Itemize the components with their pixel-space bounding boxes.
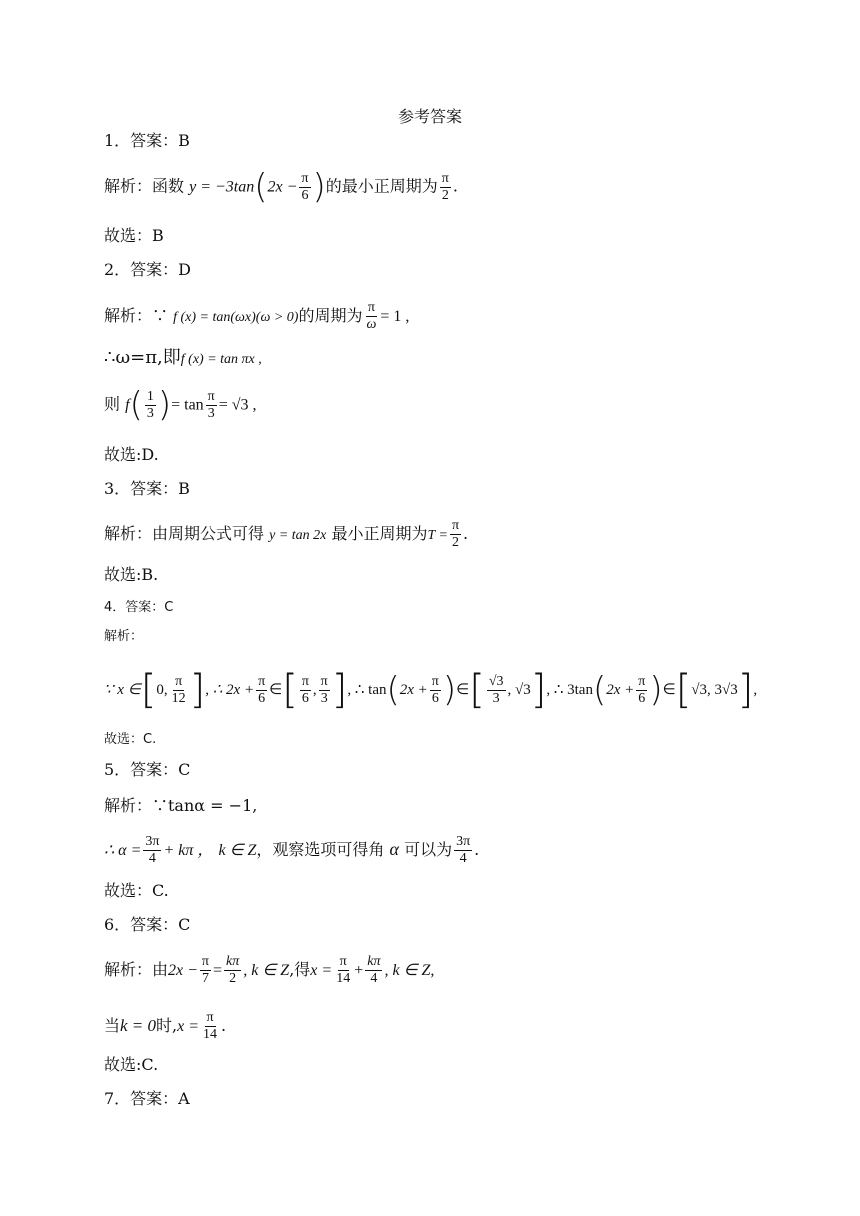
q5-end: .: [474, 840, 480, 859]
q3-analysis: [104, 518, 468, 551]
q4-bracket-r4: ]: [737, 667, 754, 713]
q6-e2: =: [213, 962, 223, 979]
q5-answer: 5．答案：C: [104, 760, 191, 779]
q6-fraction-5: $\frac{\pi}{14}$: [203, 1010, 218, 1042]
q6-end: .: [221, 1016, 227, 1035]
q4-fraction-3: $\frac{\pi}{6}$: [301, 673, 309, 706]
q2-analysis-prefix: 解析：∵: [104, 306, 169, 325]
q2-line3-end: = √3 ,: [218, 396, 257, 414]
q4-p12: ,: [753, 682, 758, 698]
q1-analysis: [104, 167, 458, 207]
q5-l2-k: k ∈ Z: [218, 842, 257, 859]
q4-analysis-label: 解析：: [104, 629, 144, 644]
q4-bracket-r2: ]: [331, 667, 348, 713]
q4-expression: [104, 667, 758, 713]
q2-analysis: [104, 300, 409, 333]
q3-analysis-prefix: 解析：由周期公式可得: [104, 524, 265, 543]
q1-analysis-prefix: 解析：函数: [104, 176, 185, 196]
q3-expr2: T =: [427, 528, 448, 543]
page-title: 参考答案: [397, 107, 462, 126]
q5-l2-mid: + kπ ，: [163, 842, 214, 859]
q3-choice: 故选:B.: [104, 565, 159, 584]
q6-analysis-prefix: 解析：由: [104, 960, 169, 979]
q3-analysis-mid: 最小正周期为: [331, 524, 428, 543]
q5-l2-text: ，观察选项可得角: [256, 840, 385, 859]
q5-l2-prefix: ∴ α =: [104, 842, 142, 859]
q3-end: .: [463, 524, 469, 543]
q4-p11: √3, 3√3: [691, 682, 738, 698]
q1-left-paren: (: [254, 167, 268, 207]
q5-l2-text2: 可以为: [404, 840, 453, 859]
q4-b1-a: 0,: [156, 682, 168, 698]
q3-expr: y = tan 2x: [269, 528, 327, 543]
q7-answer: 7．答案：A: [104, 1089, 190, 1108]
q1-choice: 故选：B: [104, 226, 164, 245]
q4-p10: ∈: [662, 682, 676, 698]
q2-fraction: $\frac{\pi}{\omega}$: [366, 300, 377, 332]
q6-e5: x =: [310, 962, 333, 979]
q2-fraction-4: $\frac{\pi}{3}$: [207, 388, 215, 421]
q2-right-paren: ): [157, 385, 172, 425]
q1-fraction-2: $\frac{\pi}{2}$: [441, 170, 449, 203]
q5-line2: [104, 834, 479, 867]
q5-alpha: α: [389, 839, 399, 859]
q2-left-paren: (: [129, 385, 143, 425]
q5-fraction-2: $\frac{3\pi}{4}$: [456, 834, 471, 866]
q6-e4: ,得: [289, 960, 311, 979]
q6-choice: 故选:C.: [104, 1055, 159, 1074]
q1-right-paren: ): [312, 167, 326, 207]
q2-expr1: f (x) = tan(ωx)(ω > 0): [173, 310, 299, 325]
q4-p7: , √3: [507, 682, 531, 698]
q2-line3-eq: = tan: [171, 396, 204, 414]
q4-p5: 2x +: [399, 682, 428, 698]
q6-l2-prefix: 当: [104, 1016, 121, 1035]
q4-p9: 2x +: [606, 682, 635, 698]
q4-fraction-2: $\frac{\pi}{6}$: [258, 673, 266, 706]
q2-line3: [104, 385, 257, 425]
q5-analysis: 解析：∵tanα = −1,: [104, 796, 258, 815]
q4-p1: ∵ x ∈: [104, 682, 141, 698]
q1-end: .: [452, 176, 458, 196]
q4-bracket-l1: [: [140, 667, 157, 713]
q4-p8: , ∴ 3tan: [546, 682, 593, 698]
q2-expr2: = 1 ,: [380, 308, 410, 325]
q4-fraction-7: $\frac{\pi}{6}$: [638, 673, 646, 706]
q2-line2-prefix: ∴ω=π,即: [104, 347, 181, 368]
q4-p3: ∈: [269, 682, 283, 698]
q2-answer: 2．答案：D: [104, 260, 192, 279]
q2-choice: 故选:D.: [104, 445, 159, 464]
q6-l2-mid: 时,: [156, 1016, 178, 1035]
q1-analysis-mid: 的最小正周期为: [325, 176, 438, 196]
q4-fraction-6: $\frac{√3}{3}$: [488, 673, 504, 706]
q4-answer: 4．答案：C: [104, 600, 174, 615]
q4-p6: ∈: [456, 682, 470, 698]
q4-paren-r2: ): [649, 670, 663, 710]
q4-comma: ,: [312, 682, 317, 698]
q2-fraction-3: $\frac{1}{3}$: [146, 388, 154, 421]
q3-answer: 3．答案：B: [104, 479, 190, 498]
q4-fraction-5: $\frac{\pi}{6}$: [431, 673, 439, 706]
q2-analysis-mid: 的周期为: [298, 306, 363, 325]
q6-fraction-1: $\frac{\pi}{7}$: [201, 954, 209, 986]
q4-fraction-4: $\frac{\pi}{3}$: [320, 673, 328, 706]
q6-fraction-3: $\frac{\pi}{14}$: [336, 954, 351, 986]
q4-bracket-l4: [: [675, 667, 692, 713]
q3-fraction: $\frac{\pi}{2}$: [451, 518, 460, 550]
q1-answer: 1．答案：B: [104, 131, 190, 150]
q2-f: f: [125, 396, 130, 414]
q2-line2: [104, 347, 262, 371]
q4-bracket-l2: [: [282, 667, 298, 713]
q6-fraction-4: $\frac{k\pi}{4}$: [367, 954, 381, 986]
q4-bracket-l3: [: [469, 667, 485, 713]
q6-l2-x: x =: [177, 1018, 200, 1035]
q4-fraction-1: $\frac{\pi}{12}$: [171, 673, 186, 706]
q6-e1: 2x −: [168, 962, 198, 979]
q6-e6: +: [354, 962, 364, 979]
q4-bracket-r1: ]: [189, 667, 206, 713]
q4-p4: , ∴ tan: [347, 682, 387, 698]
q6-e3: , k ∈ Z: [243, 962, 290, 979]
q5-choice: 故选：C.: [104, 881, 169, 900]
q6-answer: 6．答案：C: [104, 915, 191, 934]
q4-bracket-r3: ]: [530, 667, 547, 713]
q5-fraction-1: $\frac{3\pi}{4}$: [145, 834, 160, 866]
q6-line2: [104, 1010, 226, 1043]
q6-l2-k: k = 0: [120, 1016, 157, 1035]
q1-fraction-1: $\frac{\pi}{6}$: [301, 170, 309, 203]
q2-line2-expr: f (x) = tan πx ,: [180, 352, 262, 367]
q1-expr-inner: 2x −: [267, 178, 298, 196]
q6-fraction-2: $\frac{k\pi}{2}$: [226, 954, 240, 986]
q2-line3-prefix: 则: [104, 394, 121, 414]
q6-analysis: [104, 954, 434, 987]
q4-paren-r1: ): [442, 670, 457, 710]
q4-paren-l2: (: [592, 670, 607, 710]
q4-choice: 故选：C.: [104, 732, 157, 747]
q4-paren-l1: (: [386, 670, 400, 710]
q4-p2: , ∴ 2x +: [205, 682, 255, 698]
q6-e7: , k ∈ Z,: [384, 962, 435, 979]
q1-expr-lhs: y = −3tan: [189, 178, 255, 196]
